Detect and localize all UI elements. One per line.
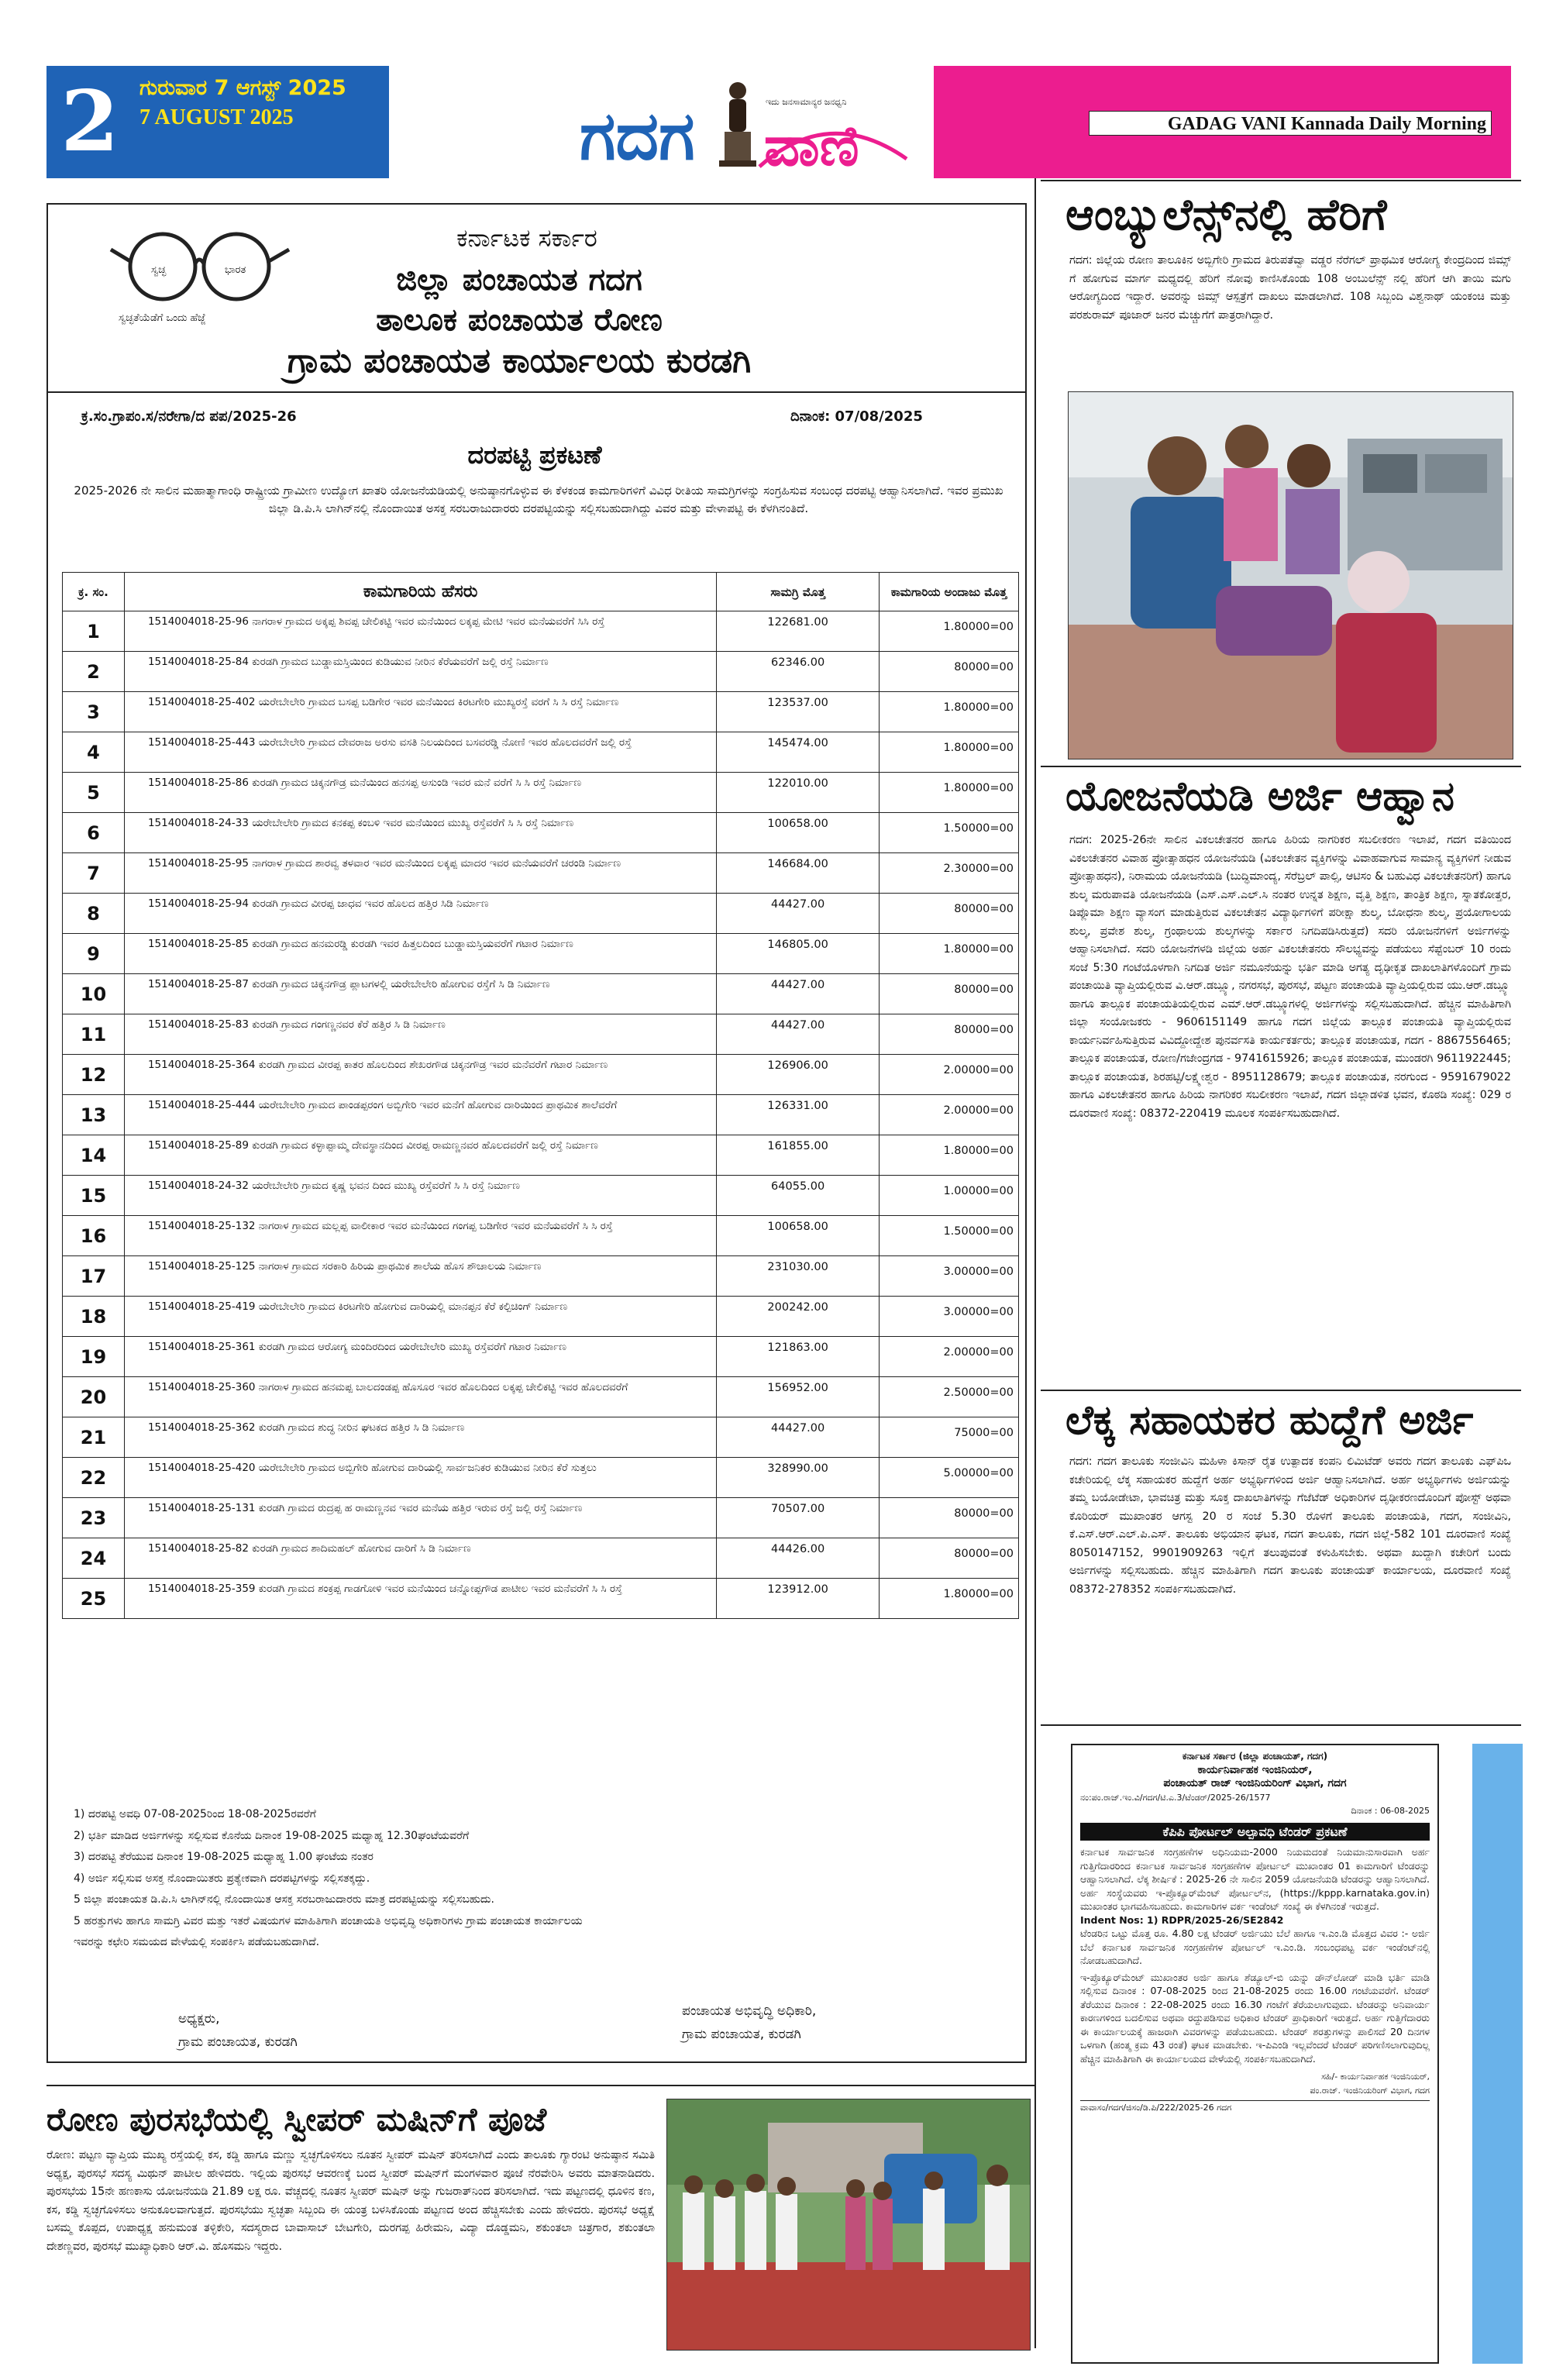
row-material-amount: 122681.00 bbox=[717, 611, 880, 652]
emblem-word-left: ಸ್ವಚ್ಛ bbox=[151, 264, 167, 276]
row-work-name: 1514004018-25-362 ಕುರಡಗಿ ಗ್ರಾಮದ ಶುದ್ಧ ನೀರಿನ ಘಟಕದ ಹತ್ತಿರ ಸಿ ಡಿ ನಿರ್ಮಾಣ bbox=[124, 1417, 716, 1458]
row-sl: 10 bbox=[63, 974, 125, 1014]
swachh-bharat-emblem bbox=[105, 219, 294, 335]
row-material-amount: 156952.00 bbox=[717, 1377, 880, 1417]
row-work-name: 1514004018-25-96 ನಾಗರಾಳ ಗ್ರಾಮದ ಅಕ್ಕಪ್ಪ ಶಿವಪ್ಪ ಚೇಲಿಕಟ್ಟಿ ಇವರ ಮನೆಯಿಂದ ಲಕ್ಕಪ್ಪ ಮೇಟಿ ಇವರ ಮನೆಯವರೆಗೆ ಸಿಸಿ ರಸ್ತೆ bbox=[124, 611, 716, 652]
notice-office: ಗ್ರಾಮ ಪಂಚಾಯತ ಕಾರ್ಯಾಲಯ ಕುರಡಗಿ bbox=[287, 341, 752, 381]
signature-pdo bbox=[682, 1999, 816, 2046]
row-sl: 18 bbox=[63, 1297, 125, 1337]
row-work-name: 1514004018-25-444 ಯರೇಬೇಲೇರಿ ಗ್ರಾಮದ ಪಾಂಡಪ್ಪರಂಗ ಅಬ್ಬಿಗೇರಿ ಇವರ ಮನೆಗೆ ಹೋಗುವ ದಾರಿಯಿಂದ ಪ್ರಾಥಮಿಕ ಶಾಲೆವರೆಗೆ bbox=[124, 1095, 716, 1135]
col-header-sl: ಕ್ರ. ಸಂ. bbox=[63, 573, 125, 611]
row-estimate-amount: 1.80000=00 bbox=[880, 1579, 1019, 1619]
article-headline: ಆಂಬ್ಯುಲೆನ್ಸ್‌ನಲ್ಲಿ ಹೆರಿಗೆ bbox=[1065, 190, 1387, 240]
row-estimate-amount: 1.80000=00 bbox=[880, 1135, 1019, 1176]
row-estimate-amount: 1.80000=00 bbox=[880, 732, 1019, 773]
sweeper-machine-photo bbox=[666, 2099, 1031, 2351]
tender-para: ಇ-ಪ್ರೊಕ್ಯೂರ್‌ಮೆಂಟ್ ಮುಖಾಂತರ ಅರ್ಜಿ ಹಾಗೂ ಶೆಡ್ಯೂಲ್-ಬಿ ಯನ್ನು ಡೌನ್‌ಲೋಡ್ ಮಾಡಿ ಭರ್ತಿ ಮಾಡಿ ಸಲ್ಲಿಸುವ ದಿನಾಂಕ : 07-08-2025 ರಿಂದ 21-08-2025 ರಂದು 16.00 ಗಂಟೆಯವರೆಗೆ. ಟೆಂಡರ್ ತೆರೆಯುವ ದಿನಾಂಕ : 22-08-2025 ರಂದು 16.30 ಗಂಟೆಗೆ ತೆರೆಯಲಾಗುವುದು. ಟೆಂಡರನ್ನು ಅನಿವಾರ್ಯ ಕಾರಣಗಳಿಂದ ಬದಲಿಸುವ ಅಥವಾ ರದ್ದುಪಡಿಸುವ ಅಧಿಕಾರ ಟೆಂಡರ್ ಪ್ರಾಧಿಕಾರಿಗೆ ಇರುತ್ತದೆ. ಅರ್ಹ ಗುತ್ತಿಗೆದಾರರು ಈ ಕಾರ್ಯಾಲಯಕ್ಕೆ ಹಾಜರಾಗಿ ವಿವರಗಳನ್ನು ಪಡೆಯಬಹುದು. ಟೆಂಡರ್ ಶರತ್ತುಗಳನ್ನು ಪಾಲಿಸದೆ 20 ದಿನಗಳ ಒಳಗಾಗಿ (ಹಂತ್ಮ ಕ್ರಮ 43 ರಂತೆ) ಘಟಕ ಮಾಡಬೇಕು. ಇ-ಪಿಎಂಡಿ ಇಲ್ಲವೆಂದರೆ ಟೆಂಡರ್ ಪರಿಗಣಿಸಲಾಗುವುದಿಲ್ಲ ಹೆಚ್ಚಿನ ಮಾಹಿತಿಗಾಗಿ ಈ ಕಾರ್ಯಾಲಯದ ವೇಳೆಯಲ್ಲಿ ಸಂಪರ್ಕಿಸಬಹುದಾಗಿದೆ. bbox=[1080, 1971, 1430, 2065]
row-sl: 7 bbox=[63, 853, 125, 894]
article-divider bbox=[1041, 1390, 1521, 1391]
right-col-top-rule bbox=[1041, 180, 1521, 181]
table-row bbox=[63, 1256, 1019, 1297]
row-estimate-amount: 75000=00 bbox=[880, 1417, 1019, 1458]
row-work-name: 1514004018-25-360 ನಾಗರಾಳ ಗ್ರಾಮದ ಹನಮಪ್ಪ ಬಾಲದಂಡಪ್ಪ ಹೊಸೂರ ಇವರ ಹೊಲದಿಂದ ಲಕ್ಕಪ್ಪ ಚೇಲಿಕಟ್ಟಿ ಇವರ ಹೊಲದವರೆಗೆ bbox=[124, 1377, 716, 1417]
row-sl: 19 bbox=[63, 1337, 125, 1377]
article-body: ರೋಣ: ಪಟ್ಟಣ ವ್ಯಾಪ್ತಿಯ ಮುಖ್ಯ ರಸ್ತೆಯಲ್ಲಿ ಕಸ, ಕಡ್ಡಿ ಹಾಗೂ ಮಣ್ಣು ಸ್ವಚ್ಛಗೊಳಿಸಲು ನೂತನ ಸ್ವೀಪರ್ ಮಷಿನ್ ತರಿಸಲಾಗಿದೆ ಎಂದು ತಾಲೂಕು ಗ್ಯಾರಂಟಿ ಅನುಷ್ಠಾನ ಸಮಿತಿ ಅಧ್ಯಕ್ಷ, ಪುರಸಭೆ ಸದಸ್ಯ ಮಿಥುನ್ ಪಾಟೀಲ ಹೇಳಿದರು. ಇಲ್ಲಿಯ ಪುರಸಭೆ ಆವರಣಕ್ಕೆ ಬಂದ ಸ್ವೀಪರ್ ಮಷಿನ್‌ಗೆ ಮಂಗಳವಾರ ಪೂಜೆ ನೆರವೇರಿಸಿ ಅವರು ಮಾತನಾಡಿದರು. ಪುರಸಭೆಯ 15ನೇ ಹಣಕಾಸು ಯೋಜನೆಯಡಿ 21.89 ಲಕ್ಷ ರೂ. ವೆಚ್ಚದಲ್ಲಿ ನೂತನ ಸ್ವೀಪರ್ ಮಷಿನ್ ಅನ್ನು ಗುಜರಾತ್‌ನಿಂದ ತರಿಸಲಾಗಿದೆ. ಇದು ಪಟ್ಟಣದಲ್ಲಿ ಧೂಳಿನ ಕಣ, ಕಸ, ಕಡ್ಡಿ ಸ್ವಚ್ಛಗೊಳಿಸಲು ಅನುಕೂಲವಾಗುತ್ತದೆ. ಪುರಸಭೆಯು ಸ್ವಚ್ಛತಾ ಸಿಬ್ಬಂದಿ ಈ ಯಂತ್ರ ಬಳಸಿಕೊಂಡು ಪಟ್ಟಣದ ಅಂದ ಹೆಚ್ಚಿಸಬೇಕು ಎಂದು ಹೇಳಿದರು. ಪುರಸಭೆ ಅಧ್ಯಕ್ಷೆ ಬಸಮ್ಮ ಕೊಪ್ಪದ, ಉಪಾಧ್ಯಕ್ಷ ಹನುಮಂತ ತಳ್ಳಿಕೇರಿ, ಸದಸ್ಯರಾದ ಬಾವಾಸಾಬ್ ಬೇಟಗೇರಿ, ದುರಗಪ್ಪ ಹಿರೇಮನಿ, ವಿದ್ಯಾ ದೊಡ್ಡಮನಿ, ಶಕುಂತಲಾ ಚಿತ್ರಗಾರ, ಶಕುಂತಲಾ ದೇಶಣ್ಣವರ, ಪುರಸಭೆ ಮುಖ್ಯಾಧಿಕಾರಿ ಆರ್.ವಿ. ಹೊಸಮನಿ ಇದ್ದರು. bbox=[46, 2149, 655, 2253]
row-work-name: 1514004018-24-32 ಯರೇಬೇಲೇರಿ ಗ್ರಾಮದ ಕೃಷ್ಣ ಭವನ ದಿಂದ ಮುಖ್ಯ ರಸ್ತೆವರೆಗೆ ಸಿ ಸಿ ರಸ್ತೆ ನಿರ್ಮಾಣ bbox=[124, 1176, 716, 1216]
row-material-amount: 123537.00 bbox=[717, 692, 880, 732]
row-material-amount: 62346.00 bbox=[717, 652, 880, 692]
row-material-amount: 200242.00 bbox=[717, 1297, 880, 1337]
table-row bbox=[63, 1337, 1019, 1377]
row-sl: 16 bbox=[63, 1216, 125, 1256]
row-material-amount: 44427.00 bbox=[717, 1417, 880, 1458]
notice-taluk: ತಾಲೂಕ ಪಂಚಾಯತ ರೋಣ bbox=[376, 302, 663, 338]
tender-refno: ನಂ:ಪಂ.ರಾಜ್.ಇಂ.ವಿ/ಗದಗ/ಟಿ.ಎ.3/ಟೆಂಡರ್/2025-26/1577 bbox=[1080, 1792, 1271, 1803]
notice-intro: 2025-2026 ನೇ ಸಾಲಿನ ಮಹಾತ್ಮಾಗಾಂಧಿ ರಾಷ್ಟ್ರೀಯ ಗ್ರಾಮೀಣ ಉದ್ಯೋಗ ಖಾತರಿ ಯೋಜನೆಯಡಿಯಲ್ಲಿ ಅನುಷ್ಠಾನಗೊಳ್ಳುವ ಈ ಕೆಳಕಂಡ ಕಾಮಗಾರಿಗಳಿಗೆ ವಿವಿಧ ರೀತಿಯ ಸಾಮಗ್ರಿಗಳನ್ನು ಸಂಗ್ರಹಿಸುವ ಸಂಬಂಧ ದರಪಟ್ಟಿ ಆಹ್ವಾನಿಸಲಾಗಿದೆ. ಇವರ ಪ್ರಮುಖ ಜಿಲ್ಲಾ ಡಿ.ಪಿ.ಸಿ ಲಾಗಿನ್‌ನಲ್ಲಿ ನೊಂದಾಯಿತ ಅಸಕ್ತ ಸರಬರಾಜುದಾರರು ದರಪಟ್ಟಿಯನ್ನು ಸಲ್ಲಿಸಬಹುದಾಗಿದ್ದು ವಿವರ ಮತ್ತು ವೇಳಾಪಟ್ಟಿ ಈ ಕೆಳಗಿನಂತಿದೆ. bbox=[74, 484, 1003, 515]
row-estimate-amount: 2.50000=00 bbox=[880, 1377, 1019, 1417]
row-work-name: 1514004018-25-89 ಕುರಡಗಿ ಗ್ರಾಮದ ಕಳ್ಳಾಪ್ಪಾಮ್ಮ ದೇವಸ್ಥಾನದಿಂದ ವೀರಪ್ಪ ರಾಮಣ್ಣನವರ ಹೊಲದವರೆಗೆ ಜಲ್ಲಿ ರಸ್ತೆ ನಿರ್ಮಾಣ bbox=[124, 1135, 716, 1176]
tender-para: ಟೆಂಡರಿನ ಒಟ್ಟು ಮೊತ್ತ ರೂ. 4.80 ಲಕ್ಷ ಟೆಂಡರ್ ಅರ್ಜಿಯು ಬೆಲೆ ಹಾಗೂ ಇ.ಎಂ.ಡಿ ಮೊತ್ತದ ವಿವರ :- ಅರ್ಜಿ ಬೆಲೆ ಕರ್ನಾಟಕ ಸಾರ್ವಜನಿಕ ಸಂಗ್ರಹಣೆಗಳ ಪೋರ್ಟಲ್ ಇ.ಎಂ.ಡಿ. ಸಂಬಂಧಪಟ್ಟ ವರ್ಕ ಇಂಡೆಂಟ್‌ನಲ್ಲಿ ನೋಡಬಹುದಾಗಿದೆ. bbox=[1080, 1927, 1430, 1966]
row-material-amount: 126331.00 bbox=[717, 1095, 880, 1135]
sig-title: ಪಂಚಾಯತ ಅಭಿವೃದ್ಧಿ ಅಧಿಕಾರಿ, bbox=[682, 2003, 817, 2019]
row-estimate-amount: 2.00000=00 bbox=[880, 1095, 1019, 1135]
row-sl: 22 bbox=[63, 1458, 125, 1498]
table-row bbox=[63, 1014, 1019, 1055]
row-material-amount: 44427.00 bbox=[717, 974, 880, 1014]
row-material-amount: 121863.00 bbox=[717, 1337, 880, 1377]
table-row bbox=[63, 1055, 1019, 1095]
row-material-amount: 123912.00 bbox=[717, 1579, 880, 1619]
row-material-amount: 44427.00 bbox=[717, 894, 880, 934]
row-estimate-amount: 2.30000=00 bbox=[880, 853, 1019, 894]
article-body: ಗದಗ: ಗದಗ ತಾಲೂಕು ಸಂಜೀವಿನಿ ಮಹಿಳಾ ಕಿಸಾನ್ ರೈತ ಉತ್ಪಾದಕ ಕಂಪನಿ ಲಿಮಿಟೆಡ್ ಅವರು ಗದಗ ತಾಲೂಕು ಎಫ್‌ಪಿಒ ಕಚೇರಿಯಲ್ಲಿ ಲೆಕ್ಕ ಸಹಾಯಕರ ಹುದ್ದೆಗೆ ಅರ್ಹ ಅಭ್ಯರ್ಥಿಗಳಿಂದ ಅರ್ಜಿ ಆಹ್ವಾನಿಸಲಾಗಿದೆ. ಅರ್ಹ ಅಭ್ಯರ್ಥಿಗಳು ಅರ್ಜಿಯನ್ನು ತಮ್ಮ ಬಯೋಡೇಟಾ, ಭಾವಚಿತ್ರ ಮತ್ತು ಸೂಕ್ತ ದಾಖಲಾತಿಗಳನ್ನು ಗೆಜೆಟೆಡ್ ಅಧಿಕಾರಿಗಳ ದೃಢೀಕರಣದೊಂದಿಗೆ ಪೋಸ್ಟ್ ಅಥವಾ ಕೊರಿಯರ್ ಮುಖಾಂತರ ಆಗಸ್ಟ 20 ರ ಸಂಜೆ 5.30 ರೊಳಗೆ ತಾಲೂಕು ಪಂಚಾಯತಿ, ಗದಗ, ಸಂಜೀವಿನಿ, ಕೆ.ಎಸ್.ಆರ್.ಎಲ್.ಪಿ.ಎಸ್. ತಾಲೂಕು ಅಭಿಯಾನ ಘಟಕ, ಗದಗ ತಾಲೂಕು, ಗದಗ ಜಿಲ್ಲೆ-582 101 ದೂರವಾಣಿ ಸಂಖ್ಯೆ 8050147152, 9901909263 ಇಲ್ಲಿಗೆ ತಲುಪುವಂತೆ ಕಳುಹಿಸಬೇಕು. ಅಥವಾ ಖುದ್ದಾಗಿ ಕಚೇರಿಗೆ ಬಂದು ಅರ್ಜಿಗಳನ್ನು ಸಲ್ಲಿಸಬಹುದು. ಹೆಚ್ಚಿನ ಮಾಹಿತಿಗಾಗಿ ಗದಗ ತಾಲೂಕು ಪಂಚಾಯತ್ ಕಾರ್ಯಾಲಯ, ದೂರವಾಣಿ ಸಂಖ್ಯೆ 08372-278352 ಸಂಪರ್ಕಿಸಬಹುದಾಗಿದೆ. bbox=[1069, 1455, 1511, 1596]
row-estimate-amount: 80000=00 bbox=[880, 1538, 1019, 1579]
row-sl: 25 bbox=[63, 1579, 125, 1619]
column-divider bbox=[1034, 178, 1036, 2348]
tender-date: ದಿನಾಂಕ : 06-08-2025 bbox=[1351, 1806, 1430, 1816]
tender-sign: ಪಂ.ರಾಜ್. ಇಂಜಿನಿಯರಿಂಗ್ ವಿಭಾಗ, ಗದಗ bbox=[1310, 2085, 1430, 2096]
emblem-word-right: ಭಾರತ bbox=[225, 264, 246, 276]
row-material-amount: 146805.00 bbox=[717, 934, 880, 974]
row-material-amount: 64055.00 bbox=[717, 1176, 880, 1216]
signature-president bbox=[178, 2007, 298, 2054]
row-work-name: 1514004018-25-402 ಯರೇಬೇಲೇರಿ ಗ್ರಾಮದ ಬಸಪ್ಪ ಬಡಿಗೇರ ಇವರ ಮನೆಯಿಂದ ಕಿರಟಗೇರಿ ಮುಖ್ಯರಸ್ತೆ ವರಗೆ ಸಿ ಸಿ ರಸ್ತೆ ನಿರ್ಮಾಣ bbox=[124, 692, 716, 732]
term-item: 1) ದರಪಟ್ಟಿ ಅವಧಿ 07-08-2025ರಿಂದ 18-08-2025ರವರೆಗೆ bbox=[74, 1808, 316, 1820]
ambulance-photo bbox=[1068, 391, 1513, 759]
kppp-tender-ad bbox=[1071, 1744, 1439, 2364]
row-estimate-amount: 80000=00 bbox=[880, 1498, 1019, 1538]
notice-terms bbox=[74, 1804, 1003, 1954]
tender-indent: Indent Nos: 1) RDPR/2025-26/SE2842 bbox=[1080, 1913, 1284, 1926]
row-material-amount: 161855.00 bbox=[717, 1135, 880, 1176]
row-estimate-amount: 1.00000=00 bbox=[880, 1176, 1019, 1216]
notice-title: ದರಪಟ್ಟಿ ಪ್ರಕಟಣೆ bbox=[467, 440, 602, 470]
sig-office: ಗ್ರಾಮ ಪಂಚಾಯತ, ಕುರಡಗಿ bbox=[682, 2027, 801, 2042]
row-sl: 9 bbox=[63, 934, 125, 974]
article-headline: ಯೋಜನೆಯಡಿ ಅರ್ಜಿ ಆಹ್ವಾನ bbox=[1065, 773, 1454, 820]
table-row bbox=[63, 1417, 1019, 1458]
article-headline: ಲೆಕ್ಕ ಸಹಾಯಕರ ಹುದ್ದೆಗೆ ಅರ್ಜಿ bbox=[1065, 1397, 1474, 1444]
tender-banner: ಕೆಪಿಪಿ ಪೋರ್ಟಲ್ ಅಲ್ಪಾವಧಿ ಟೆಂಡರ್ ಪ್ರಕಟಣೆ bbox=[1080, 1823, 1430, 1841]
row-sl: 2 bbox=[63, 652, 125, 692]
row-work-name: 1514004018-25-420 ಯರೇಬೇಲೇರಿ ಗ್ರಾಮದ ಅಬ್ಬಿಗೇರಿ ಹೋಗುವ ದಾರಿಯಲ್ಲಿ ಸಾರ್ವಜನಿಕರ ಕುಡಿಯುವ ನೀರಿನ ಕೆರೆ ಸುತ್ತಲು bbox=[124, 1458, 716, 1498]
term-item: ಇವರನ್ನು ಕಛೇರಿ ಸಮಯದ ವೇಳೆಯಲ್ಲಿ ಸಂಪರ್ಕಿಸಿ ಪಡೆಯಬಹುದಾಗಿದೆ. bbox=[74, 1936, 320, 1948]
page-number: 2 bbox=[46, 66, 133, 178]
sig-office: ಗ್ರಾಮ ಪಂಚಾಯತ, ಕುರಡಗಿ bbox=[178, 2034, 298, 2050]
row-sl: 13 bbox=[63, 1095, 125, 1135]
logo-word-gadag: ಗದಗ bbox=[580, 98, 695, 175]
row-estimate-amount: 2.00000=00 bbox=[880, 1055, 1019, 1095]
notice-ref-date: ದಿನಾಂಕ: 07/08/2025 bbox=[790, 408, 923, 425]
tender-footer: ವಾವಾಸಂ/ಗದಗ/ಜಿಸಂ/ಡಿ.ಪಿ/222/2025-26 ಗದಗ bbox=[1080, 2100, 1430, 2115]
table-row bbox=[63, 1579, 1019, 1619]
row-work-name: 1514004018-25-86 ಕುರಡಗಿ ಗ್ರಾಮದ ಚಿಕ್ಕನಗೌಡ್ರ ಮನೆಯಿಂದ ಹನಸಪ್ಪ ಅಸುಂಡಿ ಇವರ ಮನೆ ವರೆಗೆ ಸಿ ಸಿ ರಸ್ತೆ ನಿರ್ಮಾಣ bbox=[124, 773, 716, 813]
term-item: 4) ಅರ್ಜಿ ಸಲ್ಲಿಸುವ ಅಸಕ್ತ ನೊಂದಾಯಿತರು ಪ್ರತ್ಯೇಕವಾಗಿ ದರಪಟ್ಟಿಗಳನ್ನು ಸಲ್ಲಿಸತಕ್ಕದ್ದು. bbox=[74, 1872, 370, 1885]
notice-district: ಜಿಲ್ಲಾ ಪಂಚಾಯತ ಗದಗ bbox=[396, 262, 642, 298]
table-row bbox=[63, 1538, 1019, 1579]
row-estimate-amount: 2.00000=00 bbox=[880, 1337, 1019, 1377]
logo-slogan: ಇದು ಜನಸಾಮಾನ್ಯರ ಜನಧ್ವನಿ bbox=[766, 97, 847, 107]
row-work-name: 1514004018-25-443 ಯರೇಬೇಲೇರಿ ಗ್ರಾಮದ ದೇವರಾಜ ಅರಸು ವಸತಿ ನಿಲಯದಿಂದ ಬಸವರಡ್ಡಿ ನೋಣಿ ಇವರ ಹೊಲದವರೆಗೆ ಜಲ್ಲಿ ರಸ್ತೆ bbox=[124, 732, 716, 773]
notice-header-divider bbox=[46, 391, 1027, 393]
article-divider bbox=[46, 2085, 1034, 2086]
sig-title: ಅಧ್ಯಕ್ಷರು, bbox=[178, 2011, 220, 2027]
logo-word-vani: ವಾಣಿ bbox=[764, 113, 859, 178]
row-estimate-amount: 80000=00 bbox=[880, 1014, 1019, 1055]
row-material-amount: 44426.00 bbox=[717, 1538, 880, 1579]
table-row bbox=[63, 1216, 1019, 1256]
row-material-amount: 122010.00 bbox=[717, 773, 880, 813]
row-sl: 20 bbox=[63, 1377, 125, 1417]
row-work-name: 1514004018-25-361 ಕುರಡಗಿ ಗ್ರಾಮದ ಆರೋಗ್ಯ ಮಂದಿರದಿಂದ ಯರೇಬೇಲೇರಿ ಮುಖ್ಯ ರಸ್ತೆವರೆಗೆ ಗಟಾರ ನಿರ್ಮಾಣ bbox=[124, 1337, 716, 1377]
row-sl: 8 bbox=[63, 894, 125, 934]
row-work-name: 1514004018-25-419 ಯರೇಬೇಲೇರಿ ಗ್ರಾಮದ ಕಿರಟಗೇರಿ ಹೋಗುವ ದಾರಿಯಲ್ಲಿ ಮಾನಪ್ಪನ ಕೆರೆ ಕಲ್ಪಿಚಿಂಗ್ ನಿರ್ಮಾಣ bbox=[124, 1297, 716, 1337]
col-header-estimate: ಕಾಮಗಾರಿಯ ಅಂದಾಜು ಮೊತ್ತ bbox=[880, 573, 1019, 611]
row-estimate-amount: 1.80000=00 bbox=[880, 934, 1019, 974]
row-material-amount: 328990.00 bbox=[717, 1458, 880, 1498]
article-divider bbox=[1041, 1724, 1521, 1726]
row-estimate-amount: 3.00000=00 bbox=[880, 1297, 1019, 1337]
row-sl: 23 bbox=[63, 1498, 125, 1538]
table-row bbox=[63, 1498, 1019, 1538]
row-work-name: 1514004018-25-84 ಕುರಡಗಿ ಗ್ರಾಮದ ಬುಡ್ಡಾಮಸ್ತಿಯಿಂದ ಕುಡಿಯುವ ನೀರಿನ ಕೆರೆಯವರೆಗೆ ಜಲ್ಲಿ ರಸ್ತೆ ನಿರ್ಮಾಣ bbox=[124, 652, 716, 692]
row-work-name: 1514004018-25-359 ಕುರಡಗಿ ಗ್ರಾಮದ ಶಂಕ್ರಪ್ಪ ಗಾಡಗೋಳಿ ಇವರ ಮನೆಯಿಂದ ಚನ್ನೋಪ್ಪಗೌಡ ಪಾಟೀಲ ಇವರ ಮನೆವರೆಗೆ ಸಿ ಸಿ ರಸ್ತೆ bbox=[124, 1579, 716, 1619]
table-row bbox=[63, 611, 1019, 652]
table-row bbox=[63, 732, 1019, 773]
tender-sign: ಸಹಿ/- ಕಾರ್ಯನಿರ್ವಾಹಕ ಇಂಜಿನಿಯರ್, bbox=[1321, 2072, 1430, 2082]
row-material-amount: 145474.00 bbox=[717, 732, 880, 773]
ad-side-stripe bbox=[1472, 1744, 1523, 2364]
article-body: ಗದಗ: ಜಿಲ್ಲೆಯ ರೋಣ ತಾಲೂಕಿನ ಅಬ್ಬಿಗೇರಿ ಗ್ರಾಮದ ತಿರುಪತೆವ್ವಾ ವಡ್ಡರ ನೆರೆಗಲ್ ಪ್ರಾಥಮಿಕ ಆರೋಗ್ಯ ಕೇಂದ್ರದಿಂದ ಜಿಮ್ಸ್ ಗೆ ಹೋಗುವ ಮಾರ್ಗ ಮಧ್ಯದಲ್ಲಿ ಹೆರಿಗೆ ನೋವು ಕಾಣಿಸಿಕೊಂಡು 108 ಅಂಬುಲೆನ್ಸ್ ನಲ್ಲಿ ಹೆರಿಗೆ ಆಗಿ ತಾಯಿ ಮಗು ಆರೋಗ್ಯದಿಂದ ಇದ್ದಾರೆ. ಅವರನ್ನು ಜಿಮ್ಸ್ ಆಸ್ಪತ್ರೆಗೆ ದಾಖಲು ಮಾಡಲಾಗಿದೆ. 108 ಸಿಬ್ಬಂದಿ ವಿಶ್ವನಾಥ್ ಯಂಕಂಚಿ ಮತ್ತು ಪರಶುರಾಮ್ ಪೂಜಾರ್ ಜನರ ಮೆಚ್ಚುಗೆಗೆ ಪಾತ್ರರಾಗಿದ್ದಾರೆ. bbox=[1069, 254, 1511, 322]
row-work-name: 1514004018-25-125 ನಾಗರಾಳ ಗ್ರಾಮದ ಸರಕಾರಿ ಹಿರಿಯ ಪ್ರಾಥಮಿಕ ಶಾಲೆಯ ಹೊಸ ಶೌಚಾಲಯ ನಿರ್ಮಾಣ bbox=[124, 1256, 716, 1297]
row-estimate-amount: 5.00000=00 bbox=[880, 1458, 1019, 1498]
row-work-name: 1514004018-25-95 ನಾಗರಾಳ ಗ್ರಾಮದ ಶಾರವ್ವ ತಳವಾರ ಇವರ ಮನೆಯಿಂದ ಲಕ್ಕಪ್ಪ ಮಾದರ ಇವರ ಮನೆಯವರೆಗೆ ಚರಂಡಿ ನಿರ್ಮಾಣ bbox=[124, 853, 716, 894]
masthead-date bbox=[133, 66, 389, 178]
masthead-tagline: GADAG VANI Kannada Daily Morning bbox=[1089, 111, 1492, 136]
table-row bbox=[63, 934, 1019, 974]
table-row bbox=[63, 1176, 1019, 1216]
row-estimate-amount: 1.80000=00 bbox=[880, 773, 1019, 813]
row-sl: 4 bbox=[63, 732, 125, 773]
row-work-name: 1514004018-25-94 ಕುರಡಗಿ ಗ್ರಾಮದ ವೀರಪ್ಪ ಜಾಧವ ಇವರ ಹೊಲದ ಹತ್ತಿರ ಸಿಡಿ ನಿರ್ಮಾಣ bbox=[124, 894, 716, 934]
tender-para: ಕರ್ನಾಟಕ ಸಾರ್ವಜನಿಕ ಸಂಗ್ರಹಣೆಗಳ ಅಧಿನಿಯಮ-2000 ನಿಯಮದಂತೆ ನಿಯಮಾನುಸಾರವಾಗಿ ಅರ್ಹ ಗುತ್ತಿಗೆದಾರರಿಂದ ಕರ್ನಾಟಕ ಸಾರ್ವಜನಿಕ ಸಂಗ್ರಹಣೆಗಳ ಪೋರ್ಟಲ್ ಮುಖಾಂತರ 01 ಕಾಮಗಾರಿಗೆ ಟೆಂಡರನ್ನು ಆಹ್ವಾನಿಸಲಾಗಿದೆ. ಲೆಕ್ಕ ಶೀರ್ಷಿಕೆ : 2025-26 ನೇ ಸಾಲಿನ 2059 ಯೋಜನೆಯಡಿ ಟೆಂಡರನ್ನು ಆಹ್ವಾನಿಸಲಾಗಿದೆ. ಅರ್ಹ ಸಂಸ್ಥೆಯವರು ಇ-ಪ್ರೊಕ್ಯೂರ್‌ಮೆಂಟ್ ಪೋರ್ಟಲ್‌ನ, (https://kppp.karnataka.gov.in) ಮುಖಾಂತರ ಭಾಗವಹಿಸಬಹುದು. ಕಾಮಗಾರಿಗಳ ವರ್ಕ ಇಂಡೆಂಟ್ ಸಂಖ್ಯೆ ಈ ಕೆಳಗಿನಂತೆ ಇರುತ್ತದೆ. bbox=[1080, 1846, 1430, 1912]
row-work-name: 1514004018-25-132 ನಾಗರಾಳ ಗ್ರಾಮದ ಮಲ್ಲಪ್ಪ ವಾಲೀಕಾರ ಇವರ ಮನೆಯಿಂದ ಗಂಗಪ್ಪ ಬಡಿಗೇರ ಇವರ ಮನೆಯವರೆಗೆ ಸಿ ಸಿ ರಸ್ತೆ bbox=[124, 1216, 716, 1256]
table-row bbox=[63, 773, 1019, 813]
date-english: 7 AUGUST 2025 bbox=[139, 105, 294, 129]
row-material-amount: 231030.00 bbox=[717, 1256, 880, 1297]
table-row bbox=[63, 974, 1019, 1014]
emblem-caption: ಸ್ವಚ್ಛತೆಯೆಡೆಗೆ ಒಂದು ಹೆಜ್ಜೆ bbox=[119, 312, 206, 324]
row-sl: 3 bbox=[63, 692, 125, 732]
article-divider bbox=[1041, 766, 1521, 767]
notice-govt: ಕರ್ನಾಟಕ ಸರ್ಕಾರ bbox=[456, 223, 597, 253]
row-sl: 1 bbox=[63, 611, 125, 652]
row-work-name: 1514004018-25-131 ಕುರಡಗಿ ಗ್ರಾಮದ ರುದ್ರಪ್ಪ ಹ ರಾಮಣ್ಣನವ ಇವರ ಮನೆಯ ಹತ್ತಿರ ಇರುವ ರಸ್ತೆ ಜಲ್ಲಿ ರಸ್ತೆ ನಿರ್ಮಾಣ bbox=[124, 1498, 716, 1538]
row-work-name: 1514004018-25-83 ಕುರಡಗಿ ಗ್ರಾಮದ ಗಂಗಣ್ಣನವರ ಕೆರೆ ಹತ್ತಿರ ಸಿ ಡಿ ನಿರ್ಮಾಣ bbox=[124, 1014, 716, 1055]
term-item: 2) ಭರ್ತಿ ಮಾಡಿದ ಅರ್ಜಿಗಳನ್ನು ಸಲ್ಲಿಸುವ ಕೊನೆಯ ದಿನಾಂಕ 19-08-2025 ಮಧ್ಯಾಹ್ನ 12.30ಘಂಟೆಯವರೆಗೆ bbox=[74, 1829, 470, 1842]
table-row bbox=[63, 894, 1019, 934]
row-work-name: 1514004018-25-364 ಕುರಡಗಿ ಗ್ರಾಮದ ವೀರಪ್ಪ ಕಾತರ ಹೊಲದಿಂದ ಶೇಖರಗೌಡ ಚಿಕ್ಕನಗೌಡ್ರ ಇವರ ಮನೆವರೆಗೆ ಗಟಾರ ನಿರ್ಮಾಣ bbox=[124, 1055, 716, 1095]
table-row bbox=[63, 1458, 1019, 1498]
col-header-name: ಕಾಮಗಾರಿಯ ಹೆಸರು bbox=[124, 573, 716, 611]
row-estimate-amount: 1.50000=00 bbox=[880, 1216, 1019, 1256]
row-sl: 15 bbox=[63, 1176, 125, 1216]
row-sl: 12 bbox=[63, 1055, 125, 1095]
row-material-amount: 70507.00 bbox=[717, 1498, 880, 1538]
row-work-name: 1514004018-25-87 ಕುರಡಗಿ ಗ್ರಾಮದ ಚಿಕ್ಕನಗೌಡ್ರ ಪ್ಲಾಟಗಳಲ್ಲಿ ಯರೇಬೇಲೇರಿ ಹೋಗುವ ರಸ್ತೆಗೆ ಸಿ ಡಿ ನಿರ್ಮಾಣ bbox=[124, 974, 716, 1014]
table-row bbox=[63, 813, 1019, 853]
table-row bbox=[63, 652, 1019, 692]
row-work-name: 1514004018-24-33 ಯರೇಬೇಲೇರಿ ಗ್ರಾಮದ ಕನಕಪ್ಪ ಕಂಬಳಿ ಇವರ ಮನೆಯಿಂದ ಮುಖ್ಯ ರಸ್ತೆವರೆಗೆ ಸಿ ಸಿ ರಸ್ತೆ ನಿರ್ಮಾಣ bbox=[124, 813, 716, 853]
row-sl: 17 bbox=[63, 1256, 125, 1297]
tender-line1: ಕರ್ನಾಟಕ ಸರ್ಕಾರ (ಜಿಲ್ಲಾ ಪಂಚಾಯತ್, ಗದಗ) bbox=[1182, 1751, 1328, 1762]
row-estimate-amount: 1.80000=00 bbox=[880, 692, 1019, 732]
article-body: ಗದಗ: 2025-26ನೇ ಸಾಲಿನ ವಿಕಲಚೇತನರ ಹಾಗೂ ಹಿರಿಯ ನಾಗರಿಕರ ಸಬಲೀಕರಣ ಇಲಾಖೆ, ಗದಗ ವತಿಯಿಂದ ವಿಕಲಚೇತನರ ವಿವಾಹ ಪ್ರೋತ್ಸಾಹಧನ ಯೋಜನೆಯಡಿ (ವಿಕಲಚೇತನ ವ್ಯಕ್ತಿಗಳನ್ನು ವಿವಾಹವಾಗುವ ಸಾಮಾನ್ಯ ವ್ಯಕ್ತಿಗಳಿಗೆ ನೀಡುವ ಪ್ರೋತ್ಸಾಹಧನ), ನಿರಾಮಯ ಯೋಜನೆಯಡಿ (ಬುದ್ಧಿಮಾಂದ್ಯ, ಸೆರೆಬ್ರಲ್ ಪಾಲ್ಸಿ, ಆಟಿಸಂ & ಬಹುವಿಧ ವಿಕಲಚೇತನರಿಗೆ) ಹಾಗೂ ಶುಲ್ಕ ಮರುಪಾವತಿ ಯೋಜನೆಯಡಿ (ಎಸ್.ಎಸ್.ಎಲ್.ಸಿ ನಂತರ ಉನ್ನತ ಶಿಕ್ಷಣ, ವೃತ್ತಿ ಶಿಕ್ಷಣ, ತಾಂತ್ರಿಕ ಶಿಕ್ಷಣ, ಸ್ನಾತಕೋತ್ತರ, ಡಿಪ್ಲೊಮಾ ಶಿಕ್ಷಣ ವ್ಯಾಸಂಗ ಮಾಡುತ್ತಿರುವ ವಿಕಲಚೇತನ ವಿದ್ಯಾರ್ಥಿಗಳಿಗೆ ಪರೀಕ್ಷಾ ಶುಲ್ಕ, ಬೋಧನಾ ಶುಲ್ಕ, ಪ್ರಯೋಗಾಲಯ ಶುಲ್ಕ, ಪ್ರವೇಶ ಶುಲ್ಕ, ಗ್ರಂಥಾಲಯ ಶುಲ್ಕಗಳನ್ನು ಸರ್ಕಾರ ನಿಗದಿಪಡಿಸಿರುತ್ತದೆ) ಸದರಿ ಯೋಜನೆಗಳಿಗೆ ಅರ್ಜಿಗಳನ್ನು ಆಹ್ವಾನಿಸಲಾಗಿದೆ. ಸದರಿ ಯೋಜನೆಗಳಡಿ ಜಿಲ್ಲೆಯ ಅರ್ಹ ವಿಕಲಚೇತನರು ಸೌಲಭ್ಯವನ್ನು ಪಡೆಯಲು ಸೆಪ್ಟೆಂಬರ್ 10 ರಂದು ಸಂಜೆ 5:30 ಗಂಟೆಯೊಳಗಾಗಿ ನಿಗದಿತ ಅರ್ಜಿ ನಮೂನೆಯನ್ನು ಭರ್ತಿ ಮಾಡಿ ಅಗತ್ಯ ದೃಢೀಕೃತ ದಾಖಲಾತಿಗಳೊಂದಿಗೆ ಗ್ರಾಮ ಪಂಚಾಯಿತಿ ವ್ಯಾಪ್ತಿಯಲ್ಲಿರುವ ವಿ.ಆರ್.ಡಬ್ಲ್ಯೂ, ನಗರಸಭೆ, ಪುರಸಭೆ, ಪಟ್ಟಣ ಪಂಚಾಯತಿ ವ್ಯಾಪ್ತಿಯಲ್ಲಿರುವ ಯು.ಆರ್.ಡಬ್ಲ್ಯೂ ಹಾಗೂ ತಾಲ್ಲೂಕ ಪಂಚಾಯತಿಯಲ್ಲಿರುವ ಎಮ್.ಆರ್.ಡಬ್ಲ್ಯೂಗಳಲ್ಲಿ ಅರ್ಜಿಗಳನ್ನು ಸಲ್ಲಿಸಬಹುದಾಗಿದೆ. ಹೆಚ್ಚಿನ ಮಾಹಿತಿಗಾಗಿ ಜಿಲ್ಲಾ ಸಂಯೋಜಕರು - 9606151149 ಹಾಗೂ ಗದಗ ಜಿಲ್ಲೆಯ ತಾಲ್ಲೂಕ ಪಂಚಾಯತಿ ವ್ಯಾಪ್ತಿಯಲ್ಲಿರುವ ಕಾರ್ಯನಿರ್ವಹಿಸುತ್ತಿರುವ ವಿವಿದ್ದೋದ್ದೇಶ ಪುನರ್ವಸತಿ ಕಾರ್ಯಕರ್ತರು; ತಾಲ್ಲೂಕ ಪಂಚಾಯತ, ಗದಗ - 8867556465; ತಾಲ್ಲೂಕ ಪಂಚಾಯತ, ರೋಣ/ಗಜೇಂದ್ರಗಡ - 9741615926; ತಾಲ್ಲೂಕ ಪಂಚಾಯತ, ಮುಂಡರಗಿ 9611922445; ತಾಲ್ಲೂಕ ಪಂಚಾಯತ, ಶಿರಹಟ್ಟಿ/ಲಕ್ಷ್ಮೇಶ್ವರ - 8951128679; ತಾಲ್ಲೂಕ ಪಂಚಾಯತ, ನರಗುಂದ - 9591679022 ಹಾಗೂ ವಿಕಲಚೇತನರ ಹಾಗೂ ಹಿರಿಯ ನಾಗರಿಕರ ಸಬಲೀಕರಣ ಇಲಾಖೆ, ಗದಗ ಜಿಲ್ಲಾಡಳಿತ ಭವನ, ಕೊಠಡಿ ಸಂಖ್ಯೆ: 029 ರ ದೂರವಾಣಿ ಸಂಖ್ಯೆ: 08372-220419 ಮೂಲಕ ಸಂಪರ್ಕಿಸಬಹುದಾಗಿದೆ. bbox=[1069, 834, 1511, 1120]
row-estimate-amount: 1.50000=00 bbox=[880, 813, 1019, 853]
newspaper-logo bbox=[573, 74, 914, 178]
term-item: 5 ಹರತ್ತುಗಳು ಹಾಗೂ ಸಾಮಗ್ರಿ ವಿವರ ಮತ್ತು ಇತರೆ ವಿಷಯಗಳ ಮಾಹಿತಿಗಾಗಿ ಪಂಚಾಯತಿ ಅಭಿವೃದ್ಧಿ ಅಧಿಕಾರಿಗಳು ಗ್ರಾಮ ಪಂಚಾಯತ ಕಾರ್ಯಾಲಯ bbox=[74, 1914, 583, 1927]
col-header-material: ಸಾಮಗ್ರಿ ಮೊತ್ತ bbox=[717, 573, 880, 611]
term-item: 3) ದರಪಟ್ಟಿ ತೆರೆಯುವ ದಿನಾಂಕ 19-08-2025 ಮಧ್ಯಾಹ್ನ 1.00 ಘಂಟೆಯ ನಂತರ bbox=[74, 1851, 374, 1863]
row-estimate-amount: 1.80000=00 bbox=[880, 611, 1019, 652]
row-sl: 5 bbox=[63, 773, 125, 813]
row-estimate-amount: 80000=00 bbox=[880, 894, 1019, 934]
tender-line3: ಪಂಚಾಯತ್ ರಾಜ್ ಇಂಜಿನಿಯರಿಂಗ್ ವಿಭಾಗ, ಗದಗ bbox=[1163, 1777, 1347, 1789]
row-work-name: 1514004018-25-82 ಕುರಡಗಿ ಗ್ರಾಮದ ಶಾದಿಮಹಲ್ ಹೋಗುವ ದಾರಿಗೆ ಸಿ ಡಿ ನಿರ್ಮಾಣ bbox=[124, 1538, 716, 1579]
row-estimate-amount: 80000=00 bbox=[880, 974, 1019, 1014]
row-material-amount: 126906.00 bbox=[717, 1055, 880, 1095]
row-sl: 11 bbox=[63, 1014, 125, 1055]
table-header-row bbox=[63, 573, 1019, 611]
row-estimate-amount: 3.00000=00 bbox=[880, 1256, 1019, 1297]
row-material-amount: 100658.00 bbox=[717, 813, 880, 853]
row-material-amount: 146684.00 bbox=[717, 853, 880, 894]
term-item: 5 ಜಿಲ್ಲಾ ಪಂಚಾಯತ ಡಿ.ಪಿ.ಸಿ ಲಾಗಿನ್‌ನಲ್ಲಿ ನೊಂದಾಯಿತ ಆಸಕ್ತ ಸರಬರಾಜುದಾರರು ಮಾತ್ರ ದರಪಟ್ಟಿಯನ್ನು ಸಲ್ಲಿಸಬಹುದು. bbox=[74, 1893, 494, 1906]
table-row bbox=[63, 1377, 1019, 1417]
table-row bbox=[63, 692, 1019, 732]
table-row bbox=[63, 853, 1019, 894]
row-sl: 24 bbox=[63, 1538, 125, 1579]
notice-ref-no: ಕ್ರ.ಸಂ.ಗ್ರಾಪಂ.ಸ/ನರೇಗಾ/ದ ಪಪ/2025-26 bbox=[81, 408, 297, 425]
tender-line2: ಕಾರ್ಯನಿರ್ವಾಹಕ ಇಂಜಿನಿಯರ್, bbox=[1197, 1763, 1313, 1776]
row-estimate-amount: 80000=00 bbox=[880, 652, 1019, 692]
row-sl: 6 bbox=[63, 813, 125, 853]
date-kannada: ಗುರುವಾರ 7 ಆಗಸ್ಟ್ 2025 bbox=[139, 76, 346, 100]
article-headline: ರೋಣ ಪುರಸಭೆಯಲ್ಲಿ ಸ್ವೀಪರ್ ಮಷಿನ್‌ಗೆ ಪೂಜೆ bbox=[46, 2100, 547, 2138]
row-material-amount: 100658.00 bbox=[717, 1216, 880, 1256]
row-work-name: 1514004018-25-85 ಕುರಡಗಿ ಗ್ರಾಮದ ಹನಮರಡ್ಡಿ ಕುರಡಗಿ ಇವರ ಹಿತ್ತಲದಿಂದ ಬುಡ್ಡಾಮಸ್ತಿಯವರೆಗೆ ಗಟಾರ ನಿರ್ಮಾಣ bbox=[124, 934, 716, 974]
row-sl: 21 bbox=[63, 1417, 125, 1458]
table-row bbox=[63, 1297, 1019, 1337]
table-row bbox=[63, 1095, 1019, 1135]
row-sl: 14 bbox=[63, 1135, 125, 1176]
row-material-amount: 44427.00 bbox=[717, 1014, 880, 1055]
works-table bbox=[62, 572, 1019, 1619]
table-row bbox=[63, 1135, 1019, 1176]
